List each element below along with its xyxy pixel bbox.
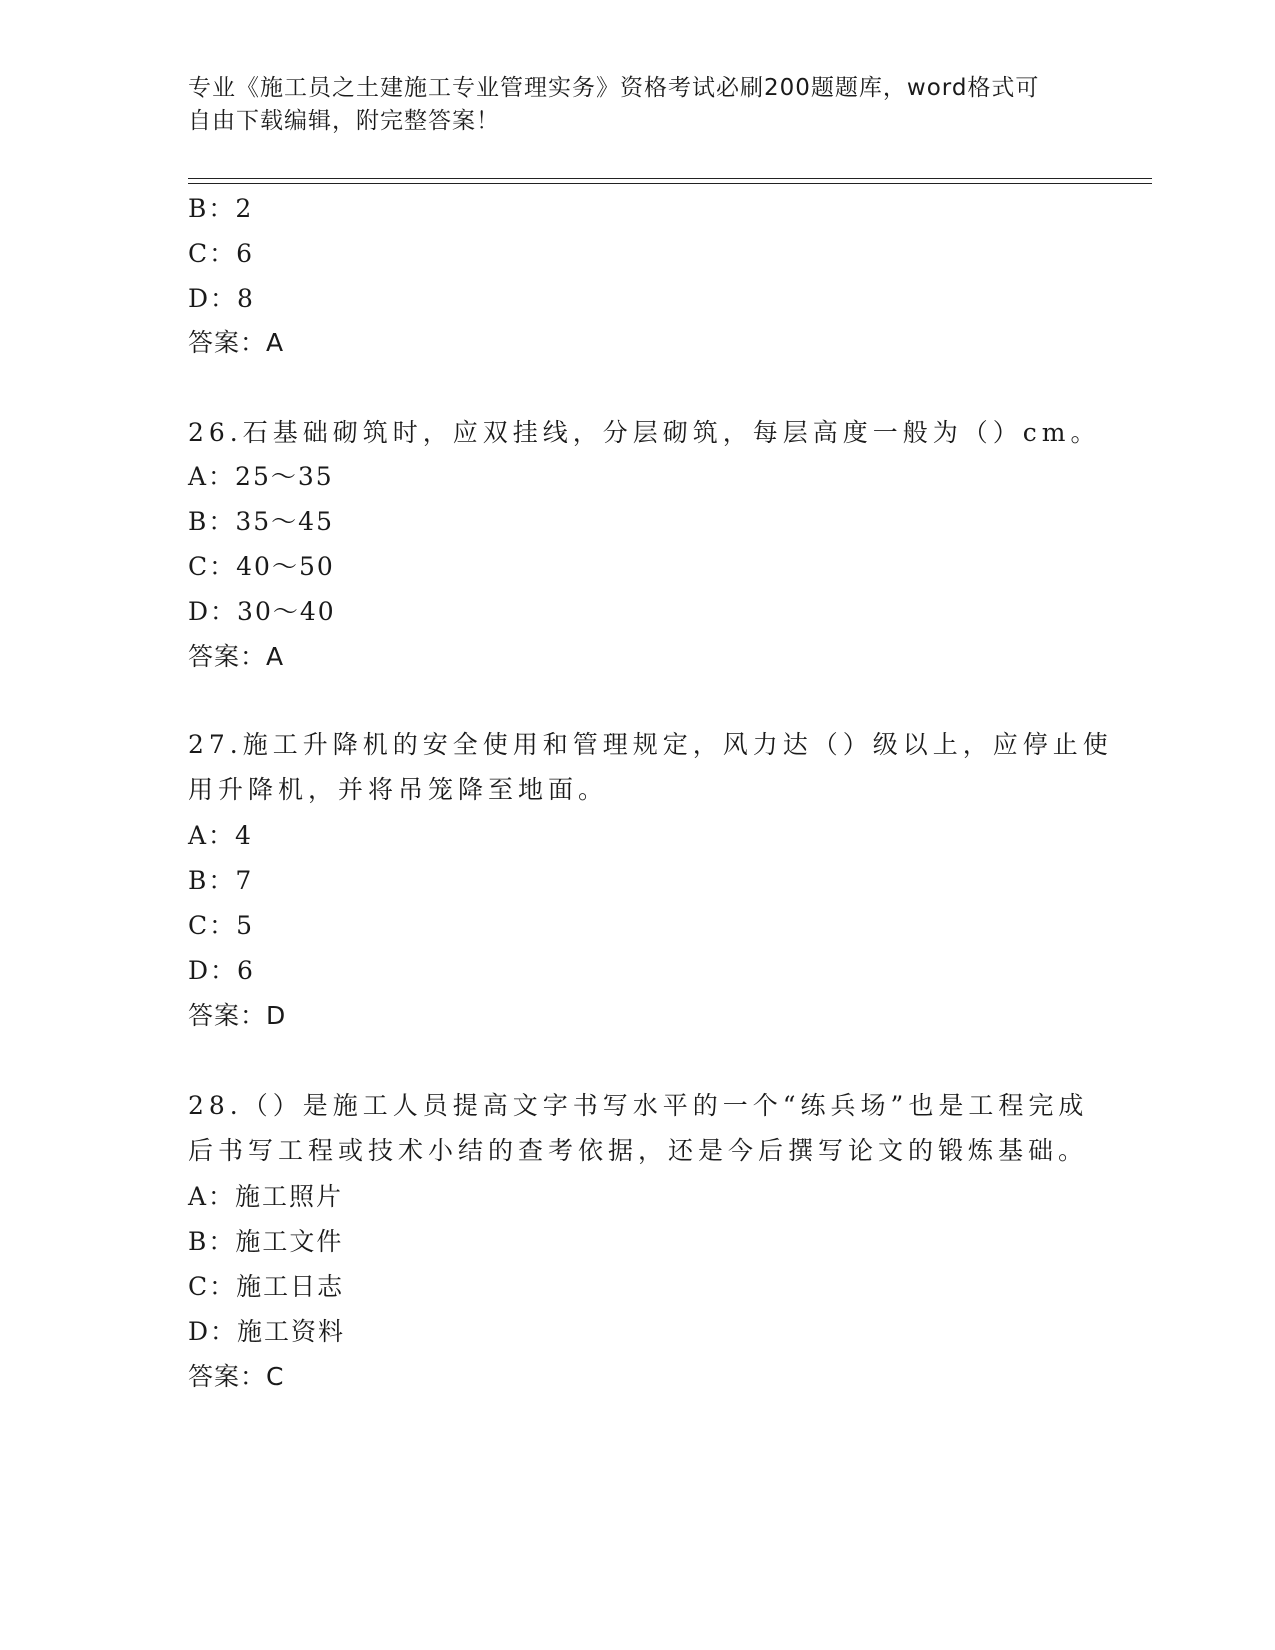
q27-question-line-1: 27.施工升降机的安全使用和管理规定，风力达（）级以上，应停止使 bbox=[188, 730, 1113, 759]
header-line-1: 专业《施工员之土建施工专业管理实务》资格考试必刷200题题库，word格式可 bbox=[188, 75, 1040, 101]
header-rule-bottom bbox=[188, 183, 1152, 184]
document-header bbox=[188, 72, 1068, 138]
q26-option-a: A：25～35 bbox=[188, 462, 334, 491]
q28-question-line-1: 28.（）是施工人员提高文字书写水平的一个“练兵场”也是工程完成 bbox=[188, 1091, 1089, 1120]
q28-option-d: D：施工资料 bbox=[188, 1317, 346, 1346]
q28-option-c: C：施工日志 bbox=[188, 1272, 345, 1301]
q28-option-a: A：施工照片 bbox=[188, 1182, 344, 1211]
q25-option-b: B：2 bbox=[188, 194, 254, 223]
q26-option-c: C：40～50 bbox=[188, 552, 335, 581]
header-line-2: 自由下载编辑，附完整答案！ bbox=[188, 108, 500, 134]
q25-answer: 答案：A bbox=[188, 328, 285, 357]
q27-option-a: A：4 bbox=[188, 821, 253, 850]
q26-option-b: B：35～45 bbox=[188, 507, 334, 536]
q25-option-d: D：8 bbox=[188, 284, 255, 313]
q26-question: 26.石基础砌筑时，应双挂线，分层砌筑，每层高度一般为（）cm。 bbox=[188, 418, 1101, 447]
q27-option-b: B：7 bbox=[188, 866, 254, 895]
q27-question-line-2: 用升降机，并将吊笼降至地面。 bbox=[188, 775, 609, 804]
q28-question-line-2: 后书写工程或技术小结的查考依据，还是今后撰写论文的锻炼基础。 bbox=[188, 1136, 1089, 1165]
header-rule-top bbox=[188, 178, 1152, 179]
q28-option-b: B：施工文件 bbox=[188, 1227, 344, 1256]
q28-answer: 答案：C bbox=[188, 1362, 285, 1391]
q25-option-c: C：6 bbox=[188, 239, 255, 268]
q26-option-d: D：30～40 bbox=[188, 597, 336, 626]
q27-option-d: D：6 bbox=[188, 956, 255, 985]
q27-answer: 答案：D bbox=[188, 1001, 287, 1030]
q26-answer: 答案：A bbox=[188, 642, 285, 671]
q27-option-c: C：5 bbox=[188, 911, 255, 940]
